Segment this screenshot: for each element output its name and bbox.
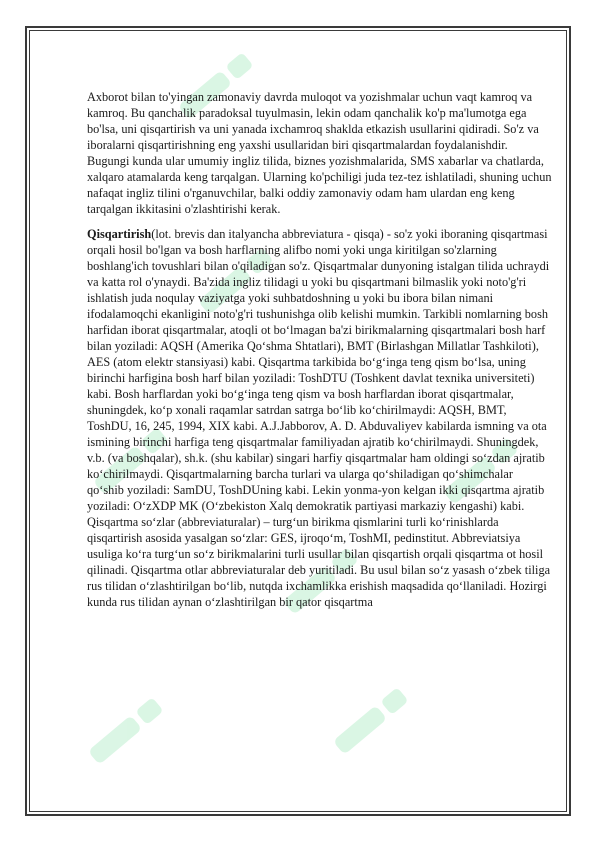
document-body [87, 89, 552, 619]
paragraph-definition-text: (lot. brevis dan italyancha abbreviatura - qisqa) - so'z yoki iboraning qisqartmasi orqali hosil bo'lgan va bosh harflarning alifbo nomi yoki unga kiritilgan so'zlarning boshlang'ich tovushlari bilan o'qiladigan so'z. Qisqartmalar dunyoning istalgan tilida uchraydi va katta rol o'ynaydi. Ba'zida ingliz tilidagi u yoki bu qisqartmani bilmaslik yoki noto'g'ri ishlatish juda noqulay vaziyatga yoki suhbatdoshning u yoki bu ibora bilan nimani ifodalamoqchi ekanligini noto'g'ri tushunishga olib kelishi mumkin. Tarkibli nomlarning bosh harfidan iborat qisqartmalar, atoqli ot bo‘lmagan ba'zi birikmalarning qisqartmalari bosh harf bilan yoziladi: AQSH (Amerika Qo‘shma Shtatlari), BMT (Birlashgan Millatlar Tashkiloti), AES (atom elektr stansiyasi) kabi. Qisqartma tarkibida bo‘g‘inga teng qism bo‘lsa, uning birinchi harfigina bosh harf bilan yoziladi: ToshDTU (Toshkent davlat texnika universiteti) kabi. Bosh harflardan yoki bo‘g‘inga teng qism va bosh harflardan iborat qisqartmalar, shuningdek, ko‘p xonali raqamlar satrdan satrga bo‘lib ko‘chirilmaydi: AQSH, BMT, ToshDU, 16, 245, 1994, XIX kabi. A.J.Jabborov, A. D. Abduvaliyev kabilarda ismning va ota ismining birinchi harfiga teng qisqartmalar familiyadan ajratib ko‘chirilmaydi. Shuningdek, v.b. (va boshqalar), sh.k. (shu kabilar) singari harfiy qisqartmalar ham oldingi so‘zdan ajratib ko‘chirilmaydi. Qisqartmalarning barcha turlari va ularga qo‘shiladigan qo‘shimchalar qo‘shib yoziladi: SamDU, ToshDUning kabi. Lekin yonma-yon kelgan ikki qisqartma ajratib yoziladi: O‘zXDP MK (O‘zbekiston Xalq demokratik partiyasi markaziy kengashi) kabi. Qisqartma so‘zlar (abbreviaturalar) – turg‘un birikma qismlarini turli ko‘rinishlarda qisqartirish asosida yasalgan so‘zlar: GES, ijroqo‘m, ToshMI, pedinstitut. Abbreviatsiya usuliga ko‘ra turg‘un so‘z birikmalarini turli usullar bilan qisqartish orqali qisqartma ot hosil qilinadi. Qisqartma otlar abbreviaturalar deb yuritiladi. Bu usul bilan so‘z yasash o‘zbek tiliga rus tilidan o‘zlashtirilgan bo‘lib, nutqda ixchamlikka erishish maqsadida qo‘llaniladi. Hozirgi kunda rus tilidan aynan o‘zlashtirilgan bir qator qisqartma [87, 227, 551, 609]
paragraph-intro [87, 89, 552, 217]
term-qisqartirish: Qisqartirish [87, 227, 152, 241]
paragraph-definition [87, 226, 552, 610]
paragraph-intro-text: Axborot bilan to'yingan zamonaviy davrda muloqot va yozishmalar uchun vaqt kamroq va kamroq. Bu qanchalik paradoksal tuyulmasin, lekin odam qanchalik ko'p ma'lumotga ega bo'lsa, uni qisqartirish va uni yanada ixchamroq shaklda etkazish usullarini qidiradi. So'z va iboralarni qisqartirishning eng yaxshi usullaridan biri qisqartmalardan foydalanishdir. Bugungi kunda ular umumiy ingliz tilida, biznes yozishmalarida, SMS xabarlar va chatlarda, xalqaro atamalarda keng tarqalgan. Ularning ko'pchiligi juda tez-tez ishlatiladi, shuning uchun nafaqat ingliz tilini o'rganuvchilar, balki oddiy zamonaviy odam ham ulardan eng keng tarqalgan ikkitasini o'zlashtirishi kerak. [87, 90, 552, 216]
